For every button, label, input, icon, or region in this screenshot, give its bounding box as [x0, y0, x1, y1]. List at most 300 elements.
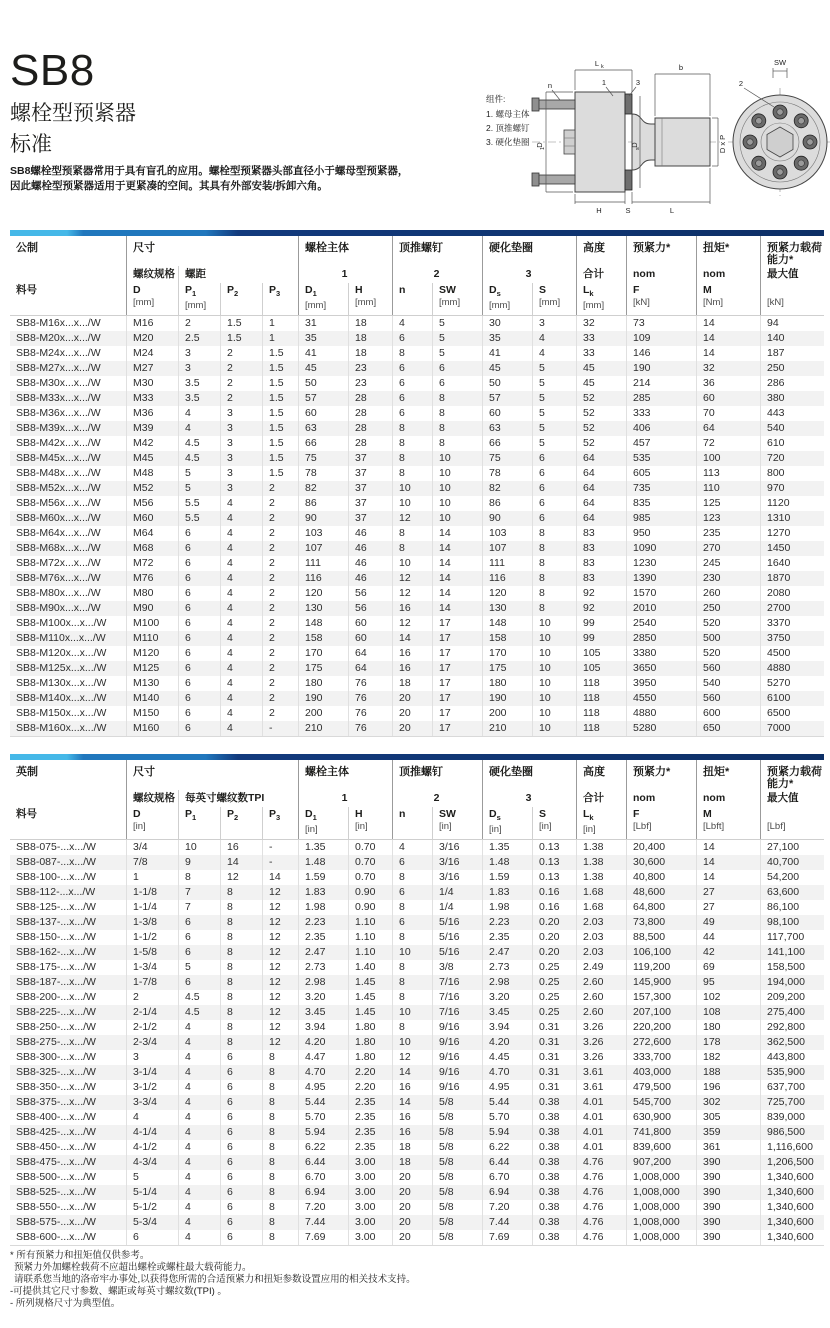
column-symbol — [767, 808, 822, 821]
value-cell: 4 — [220, 511, 262, 526]
part-number-cell: SB8-475-...x.../W — [16, 1156, 96, 1168]
value-cell: 178 — [696, 1035, 760, 1050]
value-cell: 1.83 — [298, 885, 348, 900]
table-row — [10, 915, 824, 930]
value-cell: 64,800 — [626, 900, 696, 915]
value-cell: 7/8 — [126, 855, 178, 870]
value-cell: 7.20 — [482, 1200, 532, 1215]
value-cell: 1.10 — [348, 915, 392, 930]
part-number-cell: SB8-200-...x.../W — [16, 991, 96, 1003]
value-cell: 0.90 — [348, 885, 392, 900]
value-cell: 5/8 — [432, 1215, 482, 1230]
value-cell: 6 — [220, 1215, 262, 1230]
column-symbol: 料号 — [16, 808, 37, 820]
value-cell: 1450 — [760, 541, 824, 556]
value-cell: M72 — [126, 556, 178, 571]
value-cell: 6 — [220, 1230, 262, 1245]
value-cell: 302 — [696, 1095, 760, 1110]
value-cell: 6 — [178, 930, 220, 945]
value-cell: M36 — [126, 406, 178, 421]
value-cell: 9/16 — [432, 1035, 482, 1050]
value-cell: 0.13 — [532, 855, 576, 870]
dim-label-lk: L — [594, 59, 600, 68]
part-number-cell: SB8-150-...x.../W — [16, 931, 96, 943]
part-number-cell: SB8-500-...x.../W — [16, 1171, 96, 1183]
value-cell: 170 — [482, 646, 532, 661]
value-cell: 4 — [178, 1125, 220, 1140]
value-cell: 5/8 — [432, 1185, 482, 1200]
value-cell: 2010 — [626, 601, 696, 616]
value-cell: 8 — [220, 990, 262, 1005]
value-cell: 9/16 — [432, 1050, 482, 1065]
column-symbol: S — [539, 284, 547, 296]
value-cell: 20 — [392, 721, 432, 736]
value-cell: 1,008,000 — [626, 1170, 696, 1185]
value-cell: 119,200 — [626, 960, 696, 975]
value-cell: 10 — [392, 496, 432, 511]
value-cell: 10 — [532, 661, 576, 676]
column-unit: [in] — [133, 821, 146, 832]
value-cell: 4 — [220, 646, 262, 661]
value-cell: 60 — [298, 406, 348, 421]
value-cell: 8 — [220, 915, 262, 930]
value-cell: 196 — [696, 1080, 760, 1095]
value-cell: 4 — [220, 721, 262, 736]
value-cell: 4550 — [626, 691, 696, 706]
value-cell: 5 — [432, 331, 482, 346]
value-cell: 83 — [576, 571, 626, 586]
table-row — [10, 870, 824, 885]
value-cell: 270 — [696, 541, 760, 556]
part-number-cell: SB8-250-...x.../W — [16, 1021, 96, 1033]
table-row — [10, 406, 824, 421]
value-cell: 839,000 — [760, 1110, 824, 1125]
value-cell: 37 — [348, 511, 392, 526]
value-cell: 2.35 — [482, 930, 532, 945]
value-cell: 2.35 — [348, 1095, 392, 1110]
part-number-cell: SB8-425-...x.../W — [16, 1126, 96, 1138]
table-row — [10, 1185, 824, 1200]
value-cell: 741,800 — [626, 1125, 696, 1140]
value-cell: 40,700 — [760, 855, 824, 870]
column-unit: [mm] — [355, 297, 377, 308]
value-cell: 5280 — [626, 721, 696, 736]
value-cell: 2-1/4 — [126, 1005, 178, 1020]
value-cell: 8 — [220, 975, 262, 990]
value-cell: 8 — [392, 466, 432, 481]
value-cell: 630,900 — [626, 1110, 696, 1125]
value-cell: 1.59 — [298, 870, 348, 885]
dim-label-d1: D — [535, 142, 544, 148]
value-cell: 18 — [392, 1140, 432, 1155]
value-cell: 1.38 — [576, 840, 626, 855]
column-label — [576, 283, 626, 315]
value-cell: 6 — [532, 511, 576, 526]
value-cell: 3 — [126, 1050, 178, 1065]
value-cell: 720 — [760, 451, 824, 466]
callout-1: 1 — [601, 78, 607, 87]
value-cell: 109 — [626, 331, 696, 346]
part-number-cell: SB8-450-...x.../W — [16, 1141, 96, 1153]
value-cell: 4 — [178, 1020, 220, 1035]
column-sub-label: 合计 — [576, 266, 626, 283]
value-cell: 1-3/4 — [126, 960, 178, 975]
value-cell: 8 — [532, 556, 576, 571]
value-cell: 5.94 — [482, 1125, 532, 1140]
value-cell: 27 — [696, 885, 760, 900]
column-unit: [kN] — [633, 297, 650, 308]
value-cell: 8 — [220, 1035, 262, 1050]
column-sub-label: 最大值 — [760, 790, 824, 807]
value-cell: 1.5 — [262, 361, 298, 376]
value-cell: 3-1/2 — [126, 1080, 178, 1095]
part-number-cell: SB8-M42x...x.../W — [16, 437, 101, 449]
table-row — [10, 376, 824, 391]
value-cell: 10 — [392, 1035, 432, 1050]
value-cell: 8 — [262, 1230, 298, 1245]
value-cell: 1,008,000 — [626, 1215, 696, 1230]
value-cell: M42 — [126, 436, 178, 451]
tensioner-drawing-icon — [480, 52, 830, 220]
product-title: SB8 — [10, 46, 95, 95]
dim-label-lk-sub: k — [601, 64, 604, 70]
value-cell: 8 — [532, 526, 576, 541]
footnote-line: -可提供其它尺寸参数、螺距或每英寸螺纹数(TPI) 。 — [10, 1286, 227, 1297]
value-cell: 8 — [178, 870, 220, 885]
value-cell: 600 — [696, 706, 760, 721]
table-row — [10, 496, 824, 511]
value-cell: 2 — [126, 990, 178, 1005]
value-cell: 2.35 — [298, 930, 348, 945]
column-sub-label: 螺纹规格 — [126, 266, 178, 283]
value-cell: 10 — [392, 1005, 432, 1020]
footnotes — [10, 1250, 790, 1310]
part-number-cell: SB8-M110x...x.../W — [16, 632, 106, 644]
value-cell: 285 — [626, 391, 696, 406]
value-cell: 0.20 — [532, 930, 576, 945]
value-cell: 2.60 — [576, 975, 626, 990]
value-cell: 8 — [392, 930, 432, 945]
value-cell: 4.70 — [298, 1065, 348, 1080]
value-cell: 20 — [392, 691, 432, 706]
column-label — [482, 807, 532, 839]
value-cell: 46 — [348, 556, 392, 571]
table-row — [10, 316, 824, 331]
value-cell: 44 — [696, 930, 760, 945]
value-cell: 361 — [696, 1140, 760, 1155]
value-cell: 3.26 — [576, 1050, 626, 1065]
value-cell: 4 — [126, 1110, 178, 1125]
value-cell: 272,600 — [626, 1035, 696, 1050]
value-cell: 4 — [392, 316, 432, 331]
value-cell: 14 — [392, 1095, 432, 1110]
column-symbol: M — [703, 284, 712, 296]
value-cell: 37 — [348, 466, 392, 481]
value-cell: 5 — [178, 960, 220, 975]
value-cell: 2 — [220, 361, 262, 376]
value-cell: 10 — [392, 481, 432, 496]
value-cell: 194,000 — [760, 975, 824, 990]
value-cell: 2 — [262, 571, 298, 586]
value-cell: 0.38 — [532, 1140, 576, 1155]
value-cell: 1.83 — [482, 885, 532, 900]
value-cell: 2 — [262, 676, 298, 691]
value-cell: 5/8 — [432, 1110, 482, 1125]
value-cell: 1,008,000 — [626, 1230, 696, 1245]
dim-label-h: H — [596, 206, 602, 215]
value-cell: 7.69 — [298, 1230, 348, 1245]
table-row — [10, 616, 824, 631]
table-row — [10, 1230, 824, 1245]
table-row — [10, 975, 824, 990]
table-row — [10, 1080, 824, 1095]
dim-label-l: L — [669, 206, 675, 215]
value-cell: 120 — [298, 586, 348, 601]
value-cell: 66 — [482, 436, 532, 451]
value-cell: 1.5 — [262, 466, 298, 481]
value-cell: 3950 — [626, 676, 696, 691]
value-cell: 4 — [178, 1170, 220, 1185]
value-cell: 1.5 — [262, 451, 298, 466]
value-cell: 113 — [696, 466, 760, 481]
value-cell: 8 — [532, 586, 576, 601]
value-cell: 5/16 — [432, 930, 482, 945]
value-cell: 6 — [178, 541, 220, 556]
value-cell: 4 — [178, 1065, 220, 1080]
value-cell: 10 — [432, 451, 482, 466]
part-number-cell: SB8-112-...x.../W — [16, 886, 96, 898]
value-cell: 6 — [392, 885, 432, 900]
value-cell: 1.5 — [220, 316, 262, 331]
column-group-label: 扭矩* — [696, 760, 760, 790]
value-cell: 200 — [298, 706, 348, 721]
value-cell: 4 — [220, 706, 262, 721]
value-cell: 1-7/8 — [126, 975, 178, 990]
value-cell: 540 — [760, 421, 824, 436]
value-cell: 63 — [298, 421, 348, 436]
column-group-label: 顶推螺钉 — [392, 236, 482, 266]
value-cell: 3 — [220, 421, 262, 436]
value-cell: 10 — [532, 646, 576, 661]
table-row — [10, 1170, 824, 1185]
column-label — [532, 807, 576, 839]
value-cell: 158 — [482, 631, 532, 646]
value-cell: 2-3/4 — [126, 1035, 178, 1050]
value-cell: 2 — [262, 541, 298, 556]
value-cell: 5.70 — [482, 1110, 532, 1125]
value-cell: 76 — [348, 706, 392, 721]
value-cell: 6 — [220, 1155, 262, 1170]
value-cell: M56 — [126, 496, 178, 511]
value-cell: 1.5 — [262, 406, 298, 421]
value-cell: 78 — [482, 466, 532, 481]
value-cell: 83 — [576, 526, 626, 541]
value-cell: 57 — [482, 391, 532, 406]
value-cell: 14 — [392, 1065, 432, 1080]
value-cell: 4 — [178, 421, 220, 436]
value-cell: 1.5 — [262, 436, 298, 451]
value-cell: 46 — [348, 526, 392, 541]
column-symbol: $P_2$ — [227, 284, 239, 299]
value-cell: 1 — [262, 316, 298, 331]
value-cell: 2 — [262, 646, 298, 661]
part-number-cell: SB8-137-...x.../W — [16, 916, 96, 928]
value-cell: 1,206,500 — [760, 1155, 824, 1170]
column-symbol: $L_k$ — [583, 808, 594, 823]
value-cell: 16 — [392, 601, 432, 616]
part-number-cell: SB8-375-...x.../W — [16, 1096, 96, 1108]
part-number-cell: SB8-M52x...x.../W — [16, 482, 101, 494]
value-cell: 6.70 — [298, 1170, 348, 1185]
value-cell: 50 — [298, 376, 348, 391]
value-cell: 6 — [220, 1080, 262, 1095]
value-cell: 1,340,600 — [760, 1170, 824, 1185]
value-cell: 0.38 — [532, 1230, 576, 1245]
part-number-cell: SB8-300-...x.../W — [16, 1051, 96, 1063]
value-cell: 1310 — [760, 511, 824, 526]
value-cell: 6 — [178, 691, 220, 706]
value-cell: M60 — [126, 511, 178, 526]
value-cell: 6 — [178, 556, 220, 571]
column-sub-label: 2 — [392, 266, 482, 283]
value-cell: 64 — [348, 646, 392, 661]
value-cell: 6.44 — [298, 1155, 348, 1170]
part-number-cell: SB8-M39x...x.../W — [16, 422, 101, 434]
value-cell: 23 — [348, 376, 392, 391]
value-cell: 110 — [696, 481, 760, 496]
value-cell: 4 — [220, 541, 262, 556]
value-cell: 406 — [626, 421, 696, 436]
column-unit — [16, 297, 124, 309]
table-row — [10, 1125, 824, 1140]
value-cell: 5.44 — [482, 1095, 532, 1110]
value-cell: 2080 — [760, 586, 824, 601]
value-cell: 6 — [178, 706, 220, 721]
value-cell: 390 — [696, 1215, 760, 1230]
value-cell: M27 — [126, 361, 178, 376]
value-cell: 4.76 — [576, 1155, 626, 1170]
table-row — [10, 990, 824, 1005]
value-cell: M120 — [126, 646, 178, 661]
column-group-label: 硬化垫圈 — [482, 760, 576, 790]
value-cell: 12 — [262, 975, 298, 990]
value-cell: 0.38 — [532, 1125, 576, 1140]
value-cell: M160 — [126, 721, 178, 736]
column-sub-label — [10, 790, 126, 807]
column-symbol: M — [703, 808, 712, 820]
value-cell: 31 — [298, 316, 348, 331]
product-subtitle: 螺栓型预紧器 — [10, 102, 136, 125]
value-cell: 37 — [348, 496, 392, 511]
value-cell: 10 — [532, 706, 576, 721]
value-cell: 1/4 — [432, 900, 482, 915]
value-cell: 209,200 — [760, 990, 824, 1005]
value-cell: 6 — [178, 571, 220, 586]
column-label — [348, 807, 392, 839]
column-group-label: 预紧力载荷能力* — [760, 760, 824, 790]
value-cell: 1090 — [626, 541, 696, 556]
part-number-cell: SB8-100-...x.../W — [16, 871, 96, 883]
value-cell: 4.5 — [178, 436, 220, 451]
value-cell: 14 — [432, 526, 482, 541]
value-cell: 2.23 — [298, 915, 348, 930]
value-cell: 130 — [298, 601, 348, 616]
value-cell: 12 — [392, 616, 432, 631]
value-cell: 16 — [392, 1125, 432, 1140]
value-cell: 92 — [576, 586, 626, 601]
value-cell: 2.60 — [576, 1005, 626, 1020]
value-cell: 70 — [696, 406, 760, 421]
value-cell: 4 — [178, 1035, 220, 1050]
value-cell: 8 — [532, 571, 576, 586]
value-cell: 5270 — [760, 676, 824, 691]
value-cell: 37 — [348, 481, 392, 496]
value-cell: 4 — [178, 406, 220, 421]
table-row — [10, 421, 824, 436]
value-cell: 7000 — [760, 721, 824, 736]
column-group-label: 螺栓主体 — [298, 760, 392, 790]
column-unit — [269, 824, 296, 836]
value-cell: 41 — [482, 346, 532, 361]
column-label — [10, 283, 126, 315]
part-number-cell: SB8-275-...x.../W — [16, 1036, 96, 1048]
value-cell: 6 — [532, 451, 576, 466]
value-cell: 535 — [626, 451, 696, 466]
column-unit — [399, 297, 430, 309]
value-cell: 0.70 — [348, 855, 392, 870]
value-cell: 4 — [220, 616, 262, 631]
value-cell: 4 — [178, 1050, 220, 1065]
value-cell: 2 — [262, 706, 298, 721]
value-cell: 1640 — [760, 556, 824, 571]
value-cell: 8 — [392, 870, 432, 885]
value-cell: 28 — [348, 391, 392, 406]
value-cell: 18 — [348, 316, 392, 331]
value-cell: 5-1/4 — [126, 1185, 178, 1200]
table-row — [10, 466, 824, 481]
value-cell: 1,340,600 — [760, 1200, 824, 1215]
value-cell: 2 — [262, 556, 298, 571]
value-cell: 359 — [696, 1125, 760, 1140]
column-sub-label — [10, 266, 126, 283]
column-symbol: $P_1$ — [185, 808, 197, 823]
value-cell: 190 — [482, 691, 532, 706]
column-label — [626, 807, 696, 839]
column-sub-label: 最大值 — [760, 266, 824, 283]
description-line: SB8螺栓型预紧器常用于具有盲孔的应用。螺栓型预紧器头部直径小于螺母型预紧器， — [10, 165, 409, 177]
value-cell: M100 — [126, 616, 178, 631]
dim-label-b: b — [678, 63, 684, 72]
value-cell: 3 — [220, 436, 262, 451]
value-cell: 2700 — [760, 601, 824, 616]
value-cell: 333,700 — [626, 1050, 696, 1065]
callout-3: 3 — [635, 78, 641, 87]
value-cell: M39 — [126, 421, 178, 436]
value-cell: 76 — [348, 721, 392, 736]
value-cell: - — [262, 840, 298, 855]
value-cell: 8 — [220, 885, 262, 900]
value-cell: 17 — [432, 661, 482, 676]
value-cell: 1.48 — [298, 855, 348, 870]
value-cell: 0.13 — [532, 870, 576, 885]
value-cell: 48,600 — [626, 885, 696, 900]
value-cell: 5.5 — [178, 496, 220, 511]
value-cell: 145,900 — [626, 975, 696, 990]
value-cell: 1.5 — [220, 331, 262, 346]
column-label — [126, 283, 178, 315]
value-cell: 6 — [392, 391, 432, 406]
column-group-label: 尺寸 — [126, 760, 298, 790]
